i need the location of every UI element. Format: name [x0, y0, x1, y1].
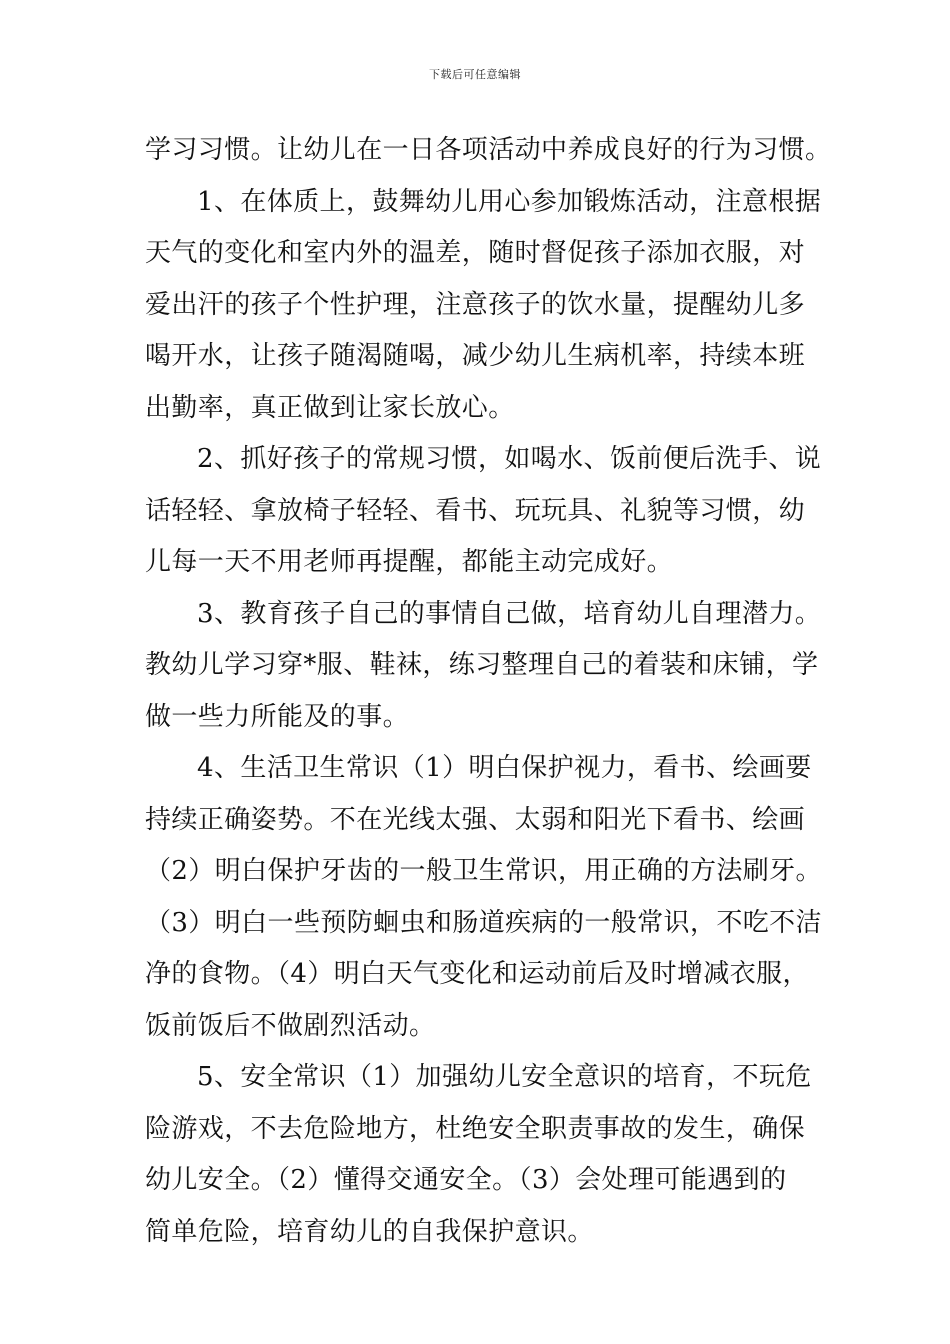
paragraph-5-start: 5、安全常识（1）加强幼儿安全意识的培育，不玩危 — [197, 1062, 812, 1092]
text-line: 喝开水，让孩子随渴随喝，减少幼儿生病机率，持续本班 — [145, 341, 806, 371]
text-line: （3）明白一些预防蛔虫和肠道疾病的一般常识，不吃不洁 — [145, 907, 822, 938]
text-line: 净的食物。（4）明白天气变化和运动前后及时增减衣服， — [145, 959, 809, 989]
text-line: 饭前饭后不做剧烈活动。 — [145, 1010, 436, 1041]
text-line: 简单危险，培育幼儿的自我保护意识。 — [145, 1216, 594, 1247]
text-line: 出勤率，真正做到让家长放心。 — [145, 392, 515, 423]
text-line: 幼儿安全。（2）懂得交通安全。（3）会处理可能遇到的 — [145, 1165, 787, 1195]
paragraph-2-start: 2、抓好孩子的常规习惯，如喝水、饭前便后洗手、说 — [197, 444, 822, 474]
text-line: 做一些力所能及的事。 — [145, 701, 410, 732]
paragraph-4-start: 4、生活卫生常识（1）明白保护视力，看书、绘画要 — [197, 753, 812, 783]
body-text — [145, 125, 832, 1258]
text-line: 爱出汗的孩子个性护理，注意孩子的饮水量，提醒幼儿多 — [145, 289, 806, 320]
text-line: 教幼儿学习穿*服、鞋袜，练习整理自己的着装和床铺，学 — [145, 650, 819, 680]
text-line: 学习习惯。让幼儿在一日各项活动中养成良好的行为习惯。 — [145, 135, 832, 165]
text-line: 持续正确姿势。不在光线太强、太弱和阳光下看书、绘画 — [145, 804, 806, 835]
paragraph-3-start: 3、教育孩子自己的事情自己做，培育幼儿自理潜力。 — [197, 598, 822, 629]
paragraph-1-start: 1、在体质上，鼓舞幼儿用心参加锻炼活动，注意根据 — [197, 186, 822, 217]
header-note: 下载后可任意编辑 — [429, 68, 521, 81]
text-line: 儿每一天不用老师再提醒，都能主动完成好。 — [145, 547, 674, 577]
text-line: （2）明白保护牙齿的一般卫生常识，用正确的方法刷牙。 — [145, 856, 822, 886]
text-line: 话轻轻、拿放椅子轻轻、看书、玩玩具、礼貌等习惯，幼 — [145, 495, 806, 526]
text-line: 天气的变化和室内外的温差，随时督促孩子添加衣服，对 — [145, 238, 806, 268]
text-line: 险游戏，不去危险地方，杜绝安全职责事故的发生，确保 — [145, 1113, 806, 1144]
